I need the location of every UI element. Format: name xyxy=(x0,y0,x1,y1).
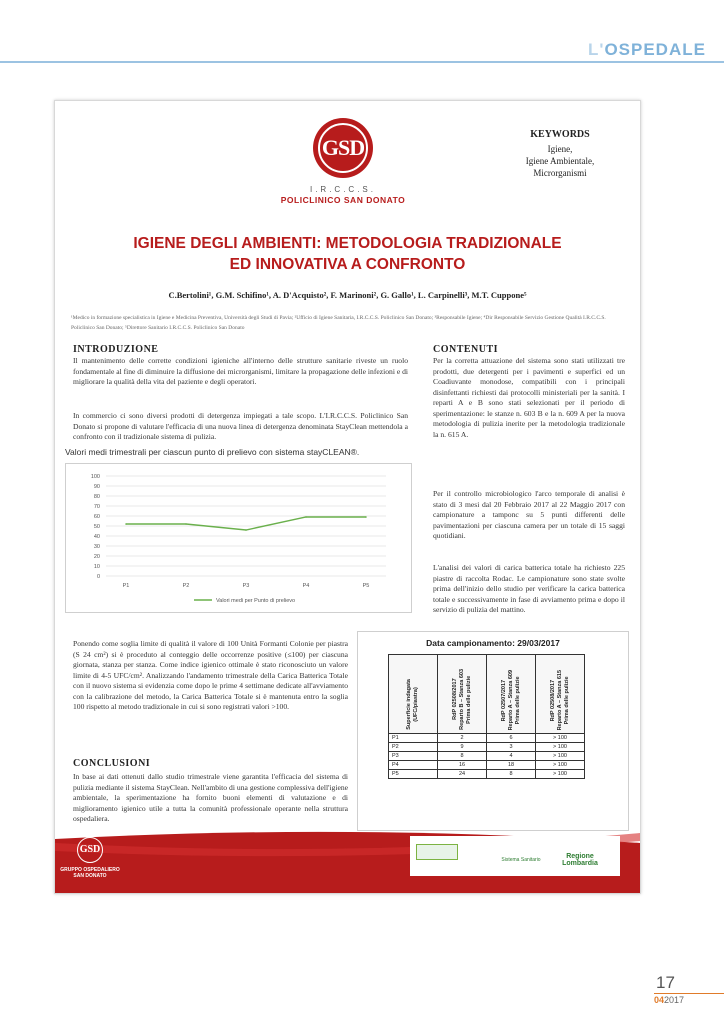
logo-text: GSD xyxy=(321,135,365,160)
brand-prefix: L' xyxy=(588,40,605,59)
contents-paragraph: L'analisi dei valori di carica batterica totale ha richiesto 225 piastre di raccolta Rodac. Le campionature sono state svolte prima dell'inizio dello studio per verificare la carica batterica totale e successivamente in fase di avviamento prima e dopo il servizio di pulizia del mattino. xyxy=(433,563,625,614)
conclusions-heading: CONCLUSIONI xyxy=(73,758,151,769)
sampling-table-card xyxy=(357,631,629,831)
table-cell: 18 xyxy=(487,761,536,770)
series-line xyxy=(126,517,366,530)
partner-logo-regione-lombardia: Regione Lombardia xyxy=(562,853,598,867)
intro-paragraph: In commercio ci sono diversi prodotti di detergenza impiegati a tale scopo. L'I.R.C.C.S. Policlinico San Donato si propone di valutare l'efficacia di una nuova linea di detergenza denominata StayClean mettendola a confronto con il tradizionale sistema di pulizia. xyxy=(73,411,408,441)
hospital-name: POLICLINICO SAN DONATO xyxy=(280,195,406,205)
issue-date xyxy=(654,995,684,1005)
chart-svg xyxy=(66,464,411,612)
y-tick-label: 60 xyxy=(93,514,100,520)
table-cell: 24 xyxy=(438,770,487,779)
x-tick-label: P2 xyxy=(182,583,190,589)
table-cell: 4 xyxy=(487,752,536,761)
x-tick-label: P1 xyxy=(122,583,130,589)
y-tick-label: 0 xyxy=(96,574,100,580)
table-header-row xyxy=(389,655,585,734)
table-header xyxy=(438,655,487,734)
partner-logos-area xyxy=(410,836,620,876)
table-row xyxy=(389,770,585,779)
table-cell: 16 xyxy=(438,761,487,770)
y-tick-label: 20 xyxy=(93,554,100,560)
keyword: Igiene, xyxy=(547,144,573,154)
header-label: RdP 02508/2017 Reparto A – Stanza 615 Prima delle pulizie xyxy=(549,669,570,730)
header-label: Superficie indagata (UFC/piastra) xyxy=(406,679,419,730)
header-label: RdP 02508/2017 Reparto B – Stanza 603 Prima delle pulizie xyxy=(451,669,472,730)
table-row xyxy=(389,743,585,752)
keyword: Igiene Ambientale, xyxy=(525,156,595,166)
keyword: Microrganismi xyxy=(533,168,587,178)
table-cell: P5 xyxy=(389,770,438,779)
conclusions-paragraph: In base ai dati ottenuti dallo studio trimestrale viene garantita l'efficacia del sistema di pulizia mediante il sistema StayClean. Nell'ambito di una gestione complessiva dell'igiene ambientale, la sperimentazione ha fornito buoni elementi di valutazione e di miglioramento igienico utile a tutta la comunità professionale operante nella struttura ospedaliera. xyxy=(73,772,348,823)
table-row xyxy=(389,752,585,761)
table-header xyxy=(536,655,585,734)
y-tick-label: 10 xyxy=(93,564,100,570)
y-tick-label: 80 xyxy=(93,494,100,500)
title-line: IGIENE DEGLI AMBIENTI: METODOLOGIA TRADIZIONALE xyxy=(133,235,562,252)
legend-label: Valori medi per Punto di prelievo xyxy=(216,598,296,604)
data-point xyxy=(365,516,367,518)
table-cell: 8 xyxy=(438,752,487,761)
line-chart xyxy=(65,463,412,613)
data-point xyxy=(305,516,307,518)
issue-number: 04 xyxy=(654,995,665,1005)
table-header xyxy=(487,655,536,734)
table-cell: > 100 xyxy=(536,743,585,752)
y-tick-label: 100 xyxy=(90,474,100,480)
table-cell: 9 xyxy=(438,743,487,752)
header-rule xyxy=(0,61,724,63)
results-paragraph: Ponendo come soglia limite di qualità il valore di 100 Unità Formanti Colonie per piastra (S 24 cm²) si è proceduto al conteggio delle occorrenze positive (≤100) per ciascuna giornata, stanza per stanza. Come indice igienico ottimale è stato riconosciuto un valore limite di 4-5 UFC/cm². Analizzando l'andamento trimestrale della Carica Batterica Totale con il nuovo sistema si evidenzia come dopo le prime 4 settimane dedicate all'avviamento con la calibrazione del metodo, la Carica Batterica Totale si è mantenuta entro la soglia 100 rispetto al metodo tradizionale in cui si sono registrati valori >100. xyxy=(73,639,348,711)
x-tick-label: P4 xyxy=(302,583,310,589)
partner-logo xyxy=(416,844,458,860)
keywords-title: KEYWORDS xyxy=(530,129,590,140)
irccs-label: I.R.C.C.S. xyxy=(309,185,376,194)
y-tick-label: 40 xyxy=(93,534,100,540)
table-cell: > 100 xyxy=(536,761,585,770)
contents-paragraph: Per il controllo microbiologico l'arco temporale di analisi è stato di 3 mesi dal 20 Febbraio 2017 al 22 Maggio 2017 con campionature a tamponc su 5 punti differenti delle pavimentazioni per ciascuna camera per un totale di 15 saggi quotidiani. xyxy=(433,489,625,540)
partner-logo-sistema-sanitario: Sistema Sanitario xyxy=(501,857,541,863)
footer-line: SAN DONATO xyxy=(73,873,107,879)
table-row xyxy=(389,761,585,770)
table-cell: 3 xyxy=(487,743,536,752)
page-number: 17 xyxy=(656,973,675,992)
table-cell: P1 xyxy=(389,734,438,743)
data-point xyxy=(185,523,187,525)
footer-group-name xyxy=(59,867,121,879)
table-cell: P3 xyxy=(389,752,438,761)
issue-year: 2017 xyxy=(664,995,685,1005)
gsd-logo xyxy=(313,118,373,178)
chart-title: Valori medi trimestrali per ciascun punto di prelievo con sistema stayCLEAN®. xyxy=(65,447,360,457)
contents-paragraph: Per la corretta attuazione del sistema sono stati utilizzati tre prodotti, due detergenti per i pavimenti e superfici ed un Coadiuvante monodose, compatibili con i principali disinfettanti richiesti dai protocolli ministeriali per la sanità. I reparti A e B sono stati selezionati per il periodo di sperimentazione: le stanze n. 603 B e la n. 609 A per la nuova metodologia di pulizia inerite per la metodologia tradizionale la n. 615 A. xyxy=(433,356,625,439)
table-cell: P2 xyxy=(389,743,438,752)
poster-title xyxy=(95,233,600,275)
intro-paragraph: Il mantenimento delle corrette condizioni igieniche all'interno delle strutture sanitarie riveste un ruolo fondamentale al fine di diminuire la diffusione dei microrganismi, limitare la propagazione delle infezioni e di migliorare la qualità della vita del paziente e degli operatori. xyxy=(73,356,408,386)
x-tick-label: P5 xyxy=(362,583,370,589)
intro-heading: INTRODUZIONE xyxy=(73,344,159,355)
title-line: ED INNOVATIVA A CONFRONTO xyxy=(229,256,466,273)
y-tick-label: 70 xyxy=(93,504,100,510)
table-cell: 8 xyxy=(487,770,536,779)
page-rule xyxy=(654,993,724,994)
affiliations: ¹Medico in formazione specialistica in Igiene e Medicina Preventiva, Università degli Studi di Pavia; ²Ufficio di Igiene Sanitaria, I.R.C.C.S. Policlinico San Donato; ³Responsabile Igiene; ⁴Dir Responsabile Servizio Gestione Qualità I.R.C.C.S. Policlinico San Donato; ⁵Direttore Sanitario I.R.C.C.S. Policlinico San Donato xyxy=(71,315,606,331)
y-tick-label: 30 xyxy=(93,544,100,550)
x-tick-label: P3 xyxy=(242,583,250,589)
y-tick-label: 50 xyxy=(93,524,100,530)
header-label: RdP 02507/2017 Reparto A – Stanza 609 Prima delle pulizie xyxy=(500,669,521,730)
sampling-table xyxy=(388,654,585,779)
y-tick-label: 90 xyxy=(93,484,100,490)
footer-line: GRUPPO OSPEDALIERO xyxy=(60,867,120,873)
authors: C.Bertolini¹, G.M. Schifino¹, A. D'Acquisto², F. Marinoni², G. Gallo¹, L. Carpinelli³, M.T. Cuppone⁵ xyxy=(168,290,527,300)
table-cell: P4 xyxy=(389,761,438,770)
table-row xyxy=(389,734,585,743)
magazine-brand xyxy=(588,40,706,60)
table-cell: 2 xyxy=(438,734,487,743)
table-title: Data campionamento: 29/03/2017 xyxy=(426,638,560,648)
table-cell: > 100 xyxy=(536,752,585,761)
table-cell: > 100 xyxy=(536,734,585,743)
poster xyxy=(54,100,641,894)
table-cell: > 100 xyxy=(536,770,585,779)
contents-heading: CONTENUTI xyxy=(433,344,499,355)
data-point xyxy=(245,529,247,531)
footer-gsd-logo: GSD xyxy=(77,837,103,863)
table-header xyxy=(389,655,438,734)
data-point xyxy=(125,523,127,525)
brand-name: OSPEDALE xyxy=(604,40,706,59)
table-cell: 6 xyxy=(487,734,536,743)
